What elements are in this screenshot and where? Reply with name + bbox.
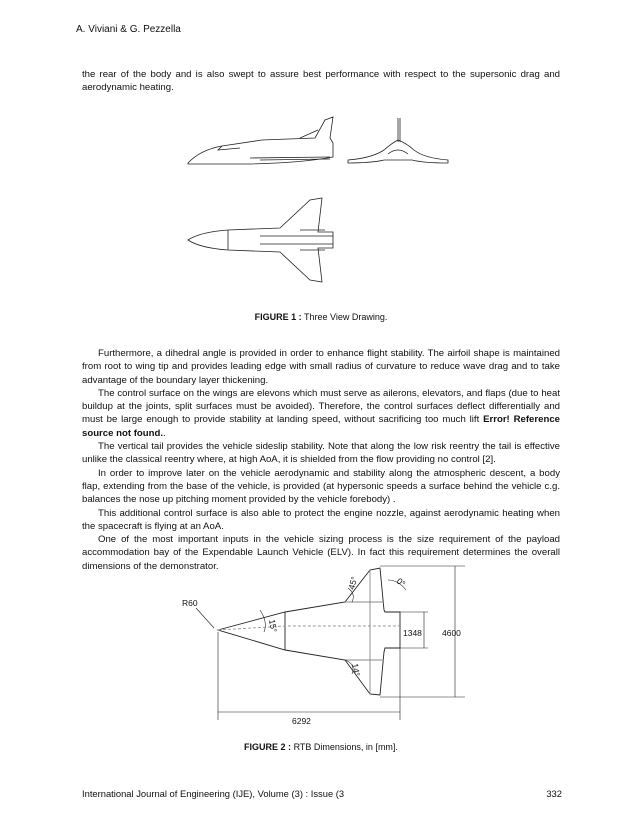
dim-angle-tail: 0° (394, 575, 408, 589)
paragraph-elevons-text: The control surface on the wings are elevons which must serve as ailerons, elevators, and flaps (due to heat buildup at the joints, split surfaces must be avoided). Therefore, the control surfaces deflect differentially and must be large enough to provide stability at landing speed, without sacrificing too much lift (82, 387, 560, 426)
reference-error: Error! Reference source not found. (82, 414, 560, 439)
dimension-lines (196, 566, 465, 720)
paragraph-vertical-tail: The vertical tail provides the vehicle sideslip stability. Note that along the low risk reentry the tail is effective unlike the classical reentry where, at high AoA, it is shielded from the flow providing no control [2]. (82, 441, 560, 466)
paragraph-sizing: One of the most important inputs in the vehicle sizing process is the size requirement of the payload accommodation bay of the Expendable Launch Vehicle (ELV). In fact this requirement determines the overall dimensions of the demonstrator. (82, 534, 560, 572)
figure-1-caption (82, 312, 560, 322)
dim-angle-te: 14° (350, 662, 363, 678)
paragraph-elevons (82, 387, 560, 440)
dim-angle-nose: 15° (267, 618, 280, 634)
dim-body-width: 1348 (403, 628, 422, 638)
reference-error-tail: . (163, 427, 166, 439)
page-footer (82, 788, 562, 799)
paragraph-control-surface: This additional control surface is also able to protect the engine nozzle, against aerodynamic heating when the spacecraft is flying at an AoA. (82, 507, 560, 532)
figure-1-label: FIGURE 1 : (254, 312, 302, 322)
running-header: A. Viviani & G. Pezzella (76, 24, 181, 35)
top-view (188, 198, 333, 282)
paragraph-body-flap: In order to improve later on the vehicle aerodynamic and stability along the atmospheric descent, a body flap, extending from the base of the vehicle, is provided (at hypersonic speeds a surface behind the vehicle c.g. balances the nose up pitching moment provided by the vehicle forebody) . (82, 467, 560, 506)
intro-paragraph: the rear of the body and is also swept to assure best performance with respect to the supersonic drag and aerodynamic heating. (82, 69, 560, 94)
dim-length: 6292 (292, 716, 311, 726)
figure-1-caption-text: Three View Drawing. (303, 312, 388, 322)
journal-citation: International Journal of Engineering (IJE), Volume (3) : Issue (3 (82, 788, 345, 799)
figure-2-caption (82, 742, 560, 752)
body-text (82, 347, 560, 573)
page-number: 332 (546, 788, 562, 799)
figure-2-label: FIGURE 2 : (244, 742, 292, 752)
rtb-planform (218, 568, 400, 695)
dim-span: 4600 (442, 628, 461, 638)
paragraph-dihedral: Furthermore, a dihedral angle is provided in order to enhance flight stability. The airfoil shape is maintained from root to wing tip and provides leading edge with small radius of curvature to reduce wave drag and to take advantage of the boundary layer thickening. (82, 348, 560, 386)
dim-angle-le: 45° (346, 575, 360, 591)
front-view (348, 118, 448, 163)
figure-2-caption-text: RTB Dimensions, in [mm]. (293, 742, 398, 752)
dim-radius: R60 (182, 598, 198, 608)
side-view (188, 117, 333, 164)
